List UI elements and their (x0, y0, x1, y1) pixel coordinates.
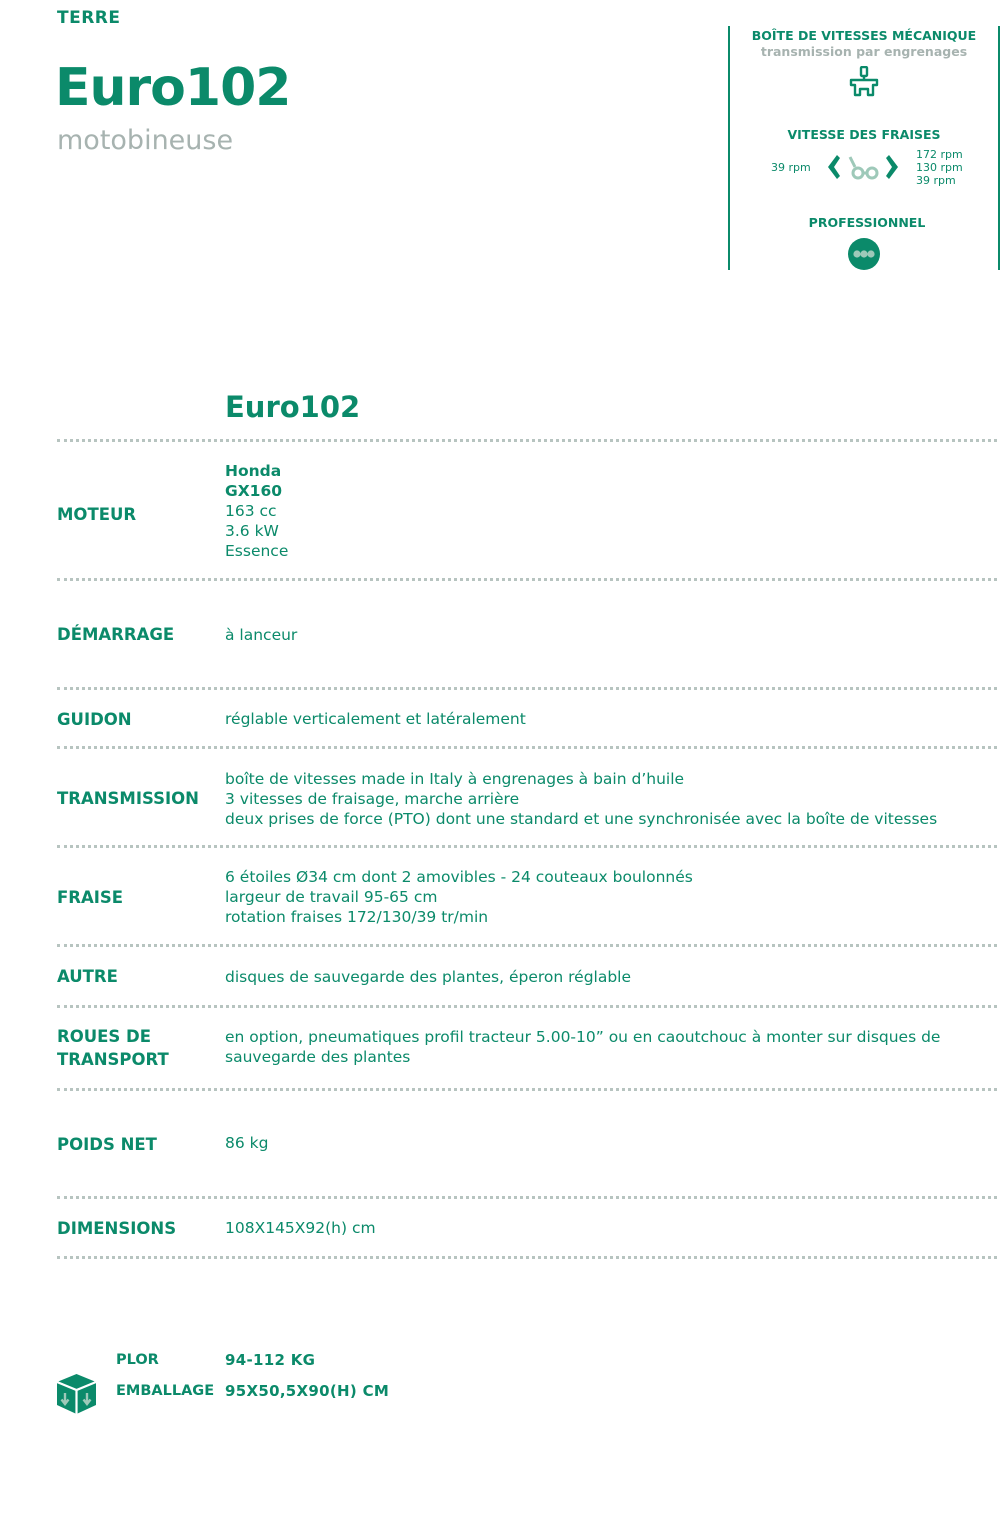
separator (57, 1196, 997, 1199)
spec-label-poids-net: POIDS NET (57, 1135, 157, 1154)
separator (57, 1256, 997, 1259)
plor-value: 94-112 KG (225, 1351, 316, 1369)
features-panel (728, 26, 1000, 270)
spec-line: 3.6 kW (225, 522, 279, 540)
spec-label-transmission: TRANSMISSION (57, 789, 199, 808)
separator (57, 944, 997, 947)
spec-value-autre (225, 967, 631, 987)
level-title: PROFESSIONNEL (808, 215, 926, 230)
spec-label-demarrage: DÉMARRAGE (57, 625, 175, 644)
professional-dots-icon (847, 237, 881, 271)
specs-title: Euro102 (225, 390, 361, 424)
spec-value-fraise (225, 867, 693, 927)
category-label: TERRE (57, 8, 121, 28)
spec-line: Essence (225, 542, 289, 560)
speed-forward-2: 130 rpm (916, 161, 963, 174)
spec-line: 6 étoiles Ø34 cm dont 2 amovibles - 24 couteaux boulonnés (225, 868, 693, 886)
spec-line: largeur de travail 95-65 cm (225, 888, 438, 906)
speed-forward-list (916, 148, 963, 187)
spec-value-moteur (225, 461, 288, 561)
spec-line: Honda (225, 462, 282, 480)
spec-label-line: TRANSPORT (57, 1050, 169, 1069)
spec-line: réglable verticalement et latéralement (225, 710, 526, 728)
tiller-rotation-icon (825, 153, 905, 183)
separator (57, 845, 997, 848)
spec-line: 163 cc (225, 502, 277, 520)
separator (57, 746, 997, 749)
speed-reverse: 39 rpm (771, 161, 811, 174)
speed-title: VITESSE DES FRAISES (787, 127, 941, 142)
gearbox-title: BOÎTE DE VITESSES MÉCANIQUE (751, 28, 977, 43)
emballage-label: EMBALLAGE (116, 1383, 215, 1399)
spec-label-roues-de-transport (57, 1025, 169, 1071)
spec-line: en option, pneumatiques profil tracteur 5.00-10” ou en caoutchouc à monter sur disques de (225, 1028, 941, 1046)
spec-label-line: ROUES DE (57, 1027, 151, 1046)
product-subtitle: motobineuse (57, 125, 234, 156)
spec-line: deux prises de force (PTO) dont une standard et une synchronisée avec la boîte de vitesses (225, 810, 938, 828)
spec-line: 3 vitesses de fraisage, marche arrière (225, 790, 520, 808)
spec-label-fraise: FRAISE (57, 888, 124, 907)
spec-label-dimensions: DIMENSIONS (57, 1219, 177, 1238)
spec-value-transmission (225, 769, 937, 829)
gearbox-icon (847, 66, 881, 98)
spec-value-roues-de-transport (225, 1027, 940, 1067)
product-title: Euro102 (55, 58, 291, 118)
spec-line: boîte de vitesses made in Italy à engrenages à bain d’huile (225, 770, 685, 788)
separator (57, 1088, 997, 1091)
spec-line: rotation fraises 172/130/39 tr/min (225, 908, 489, 926)
spec-label-autre: AUTRE (57, 967, 118, 986)
emballage-value: 95X50,5X90(H) CM (225, 1382, 390, 1400)
spec-value-guidon (225, 709, 526, 729)
gearbox-subtitle: transmission par engrenages (760, 44, 968, 59)
spec-value-dimensions (225, 1218, 376, 1238)
speed-forward-3: 39 rpm (916, 174, 956, 187)
plor-label: PLOR (116, 1352, 159, 1368)
spec-value-demarrage (225, 625, 297, 645)
spec-line: GX160 (225, 482, 283, 500)
separator (57, 1005, 997, 1008)
separator (57, 687, 997, 690)
spec-line: sauvegarde des plantes (225, 1048, 411, 1066)
spec-line: 108X145X92(h) cm (225, 1219, 376, 1237)
spec-label-moteur: MOTEUR (57, 505, 137, 524)
package-box-icon (56, 1373, 97, 1415)
spec-line: disques de sauvegarde des plantes, éperon réglable (225, 968, 632, 986)
spec-line: 86 kg (225, 1134, 269, 1152)
spec-value-poids-net (225, 1133, 268, 1153)
speed-forward-1: 172 rpm (916, 148, 963, 161)
spec-line: à lanceur (225, 626, 298, 644)
separator (57, 439, 997, 442)
spec-label-guidon: GUIDON (57, 710, 132, 729)
separator (57, 578, 997, 581)
